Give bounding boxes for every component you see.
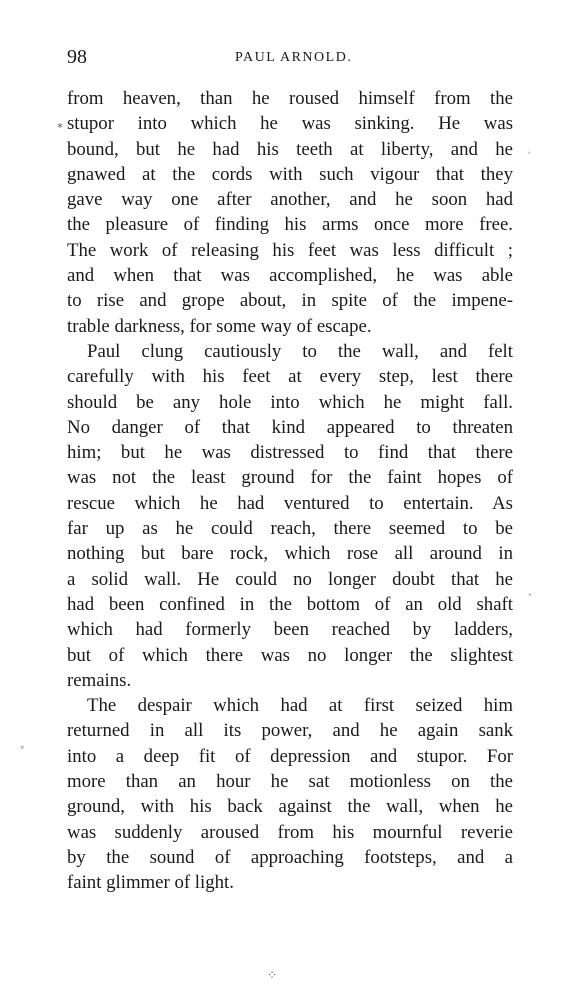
- text-line: which had formerly been reached by ladders,: [67, 619, 513, 641]
- text-line: far up as he could reach, there seemed to be: [67, 518, 513, 540]
- page-header: [67, 46, 512, 74]
- text-line: The work of releasing his feet was less difficult ;: [67, 239, 513, 261]
- text-line: the pleasure of finding his arms once more free.: [67, 214, 513, 236]
- text-line: to rise and grope about, in spite of the impene-: [67, 290, 513, 312]
- text-line: but of which there was no longer the slightest: [67, 644, 513, 666]
- text-line: gave way one after another, and he soon had: [67, 189, 513, 211]
- text-line: had been confined in the bottom of an old shaft: [67, 593, 513, 615]
- text-line: was suddenly aroused from his mournful reverie: [67, 821, 513, 843]
- text-line: remains.: [67, 669, 132, 691]
- text-line: ground, with his back against the wall, when he: [67, 796, 513, 818]
- text-line: No danger of that kind appeared to threaten: [67, 416, 513, 438]
- running-head: PAUL ARNOLD.: [235, 50, 353, 65]
- text-line: a solid wall. He could no longer doubt that he: [67, 568, 513, 590]
- scan-speck: ˌ: [527, 140, 531, 154]
- text-line: gnawed at the cords with such vigour that they: [67, 163, 513, 185]
- paragraph-start-line: The despair which had at first seized him: [87, 695, 513, 717]
- text-line: returned in all its power, and he again sank: [67, 720, 513, 742]
- text-line: and when that was accomplished, he was able: [67, 265, 513, 287]
- text-line: trable darkness, for some way of escape.: [67, 315, 372, 337]
- text-line: nothing but bare rock, which rose all around in: [67, 543, 513, 565]
- text-line: carefully with his feet at every step, lest there: [67, 366, 513, 388]
- text-line: should be any hole into which he might fall.: [67, 391, 513, 413]
- text-line: bound, but he had his teeth at liberty, and he: [67, 138, 513, 160]
- text-line: was not the least ground for the faint hopes of: [67, 467, 513, 489]
- scan-speck: ⁘: [267, 968, 278, 982]
- text-line: by the sound of approaching footsteps, and a: [67, 846, 513, 868]
- body-text: [67, 86, 513, 896]
- page-number: 98: [67, 46, 87, 68]
- text-line: rescue which he had ventured to entertain. As: [67, 492, 513, 514]
- text-line: into a deep fit of depression and stupor. For: [67, 745, 513, 767]
- text-line: faint glimmer of light.: [67, 872, 234, 894]
- text-line: stupor into which he was sinking. He was: [67, 113, 513, 135]
- scan-speck: ˋ: [528, 591, 532, 605]
- paragraph-start-line: Paul clung cautiously to the wall, and felt: [87, 340, 513, 362]
- scan-speck: ⁎: [57, 117, 63, 131]
- text-line: him; but he was distressed to find that there: [67, 442, 513, 464]
- scan-speck: ◦: [20, 740, 25, 754]
- text-line: more than an hour he sat motionless on the: [67, 771, 513, 793]
- text-line: from heaven, than he roused himself from the: [67, 88, 513, 109]
